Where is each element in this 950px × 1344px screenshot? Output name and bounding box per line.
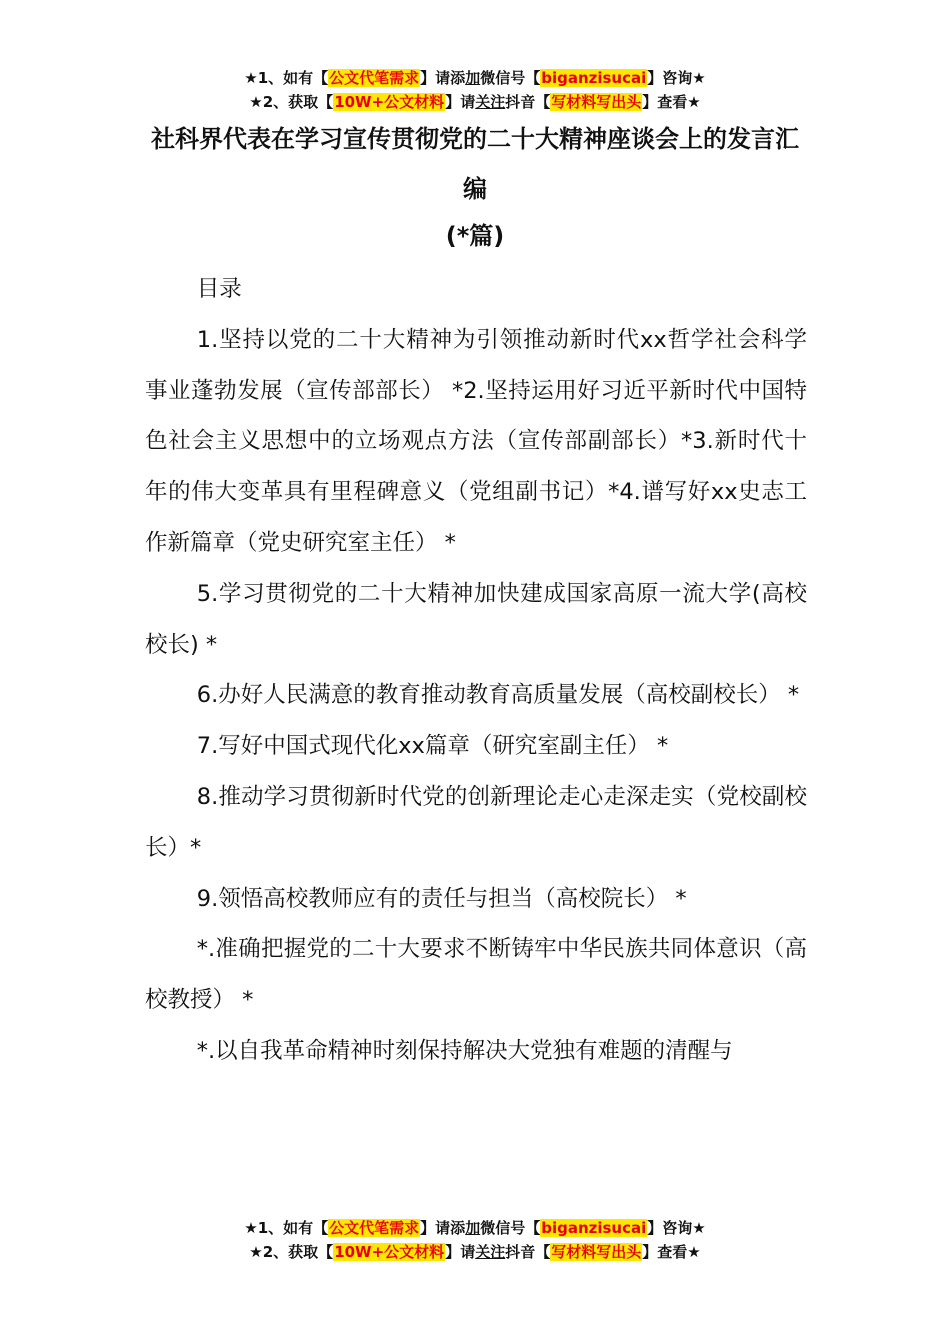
document-title: 社科界代表在学习宣传贯彻党的二十大精神座谈会上的发言汇编 bbox=[151, 125, 799, 203]
banner-text: 抖音【 bbox=[505, 1243, 551, 1261]
header-banner bbox=[0, 66, 950, 114]
banner-text: 】请添 bbox=[420, 1219, 466, 1237]
banner-highlight: 10W+公文材料 bbox=[334, 1243, 445, 1261]
banner-text: 微信号【 bbox=[480, 1219, 541, 1237]
banner-underlined: 加 bbox=[465, 69, 481, 87]
banner-text: 】查看★ bbox=[642, 93, 701, 111]
toc-item: 1.坚持以党的二十大精神为引领推动新时代xx哲学社会科学事业蓬勃发展（宣传部部长） *2.坚持运用好习近平新时代中国特色社会主义思想中的立场观点方法（宣传部副部长）*3.新时代十年的伟大变革具有里程碑意义（党组副书记）*4.谱写好xx史志工作新篇章（党史研究室主任） * bbox=[145, 326, 807, 556]
toc-item: 6.办好人民满意的教育推动教育高质量发展（高校副校长） * bbox=[196, 682, 800, 709]
toc-item: *.准确把握党的二十大要求不断铸牢中华民族共同体意识（高校教授） * bbox=[145, 936, 807, 1014]
banner-douyin-id: 写材料写出头 bbox=[551, 93, 642, 111]
footer-banner bbox=[0, 1216, 950, 1264]
banner-text: 】请添 bbox=[420, 69, 466, 87]
banner-text: 微信号【 bbox=[480, 69, 541, 87]
banner-text: 】咨询★ bbox=[647, 1219, 706, 1237]
banner-text: ★1、如有【 bbox=[244, 69, 329, 87]
banner-text: ★1、如有【 bbox=[244, 1219, 329, 1237]
toc-item: 8.推动学习贯彻新时代党的创新理论走心走深走实（党校副校长）* bbox=[145, 783, 807, 861]
banner-line-2 bbox=[0, 90, 950, 114]
banner-line-1 bbox=[0, 1216, 950, 1240]
banner-line-1 bbox=[0, 66, 950, 90]
banner-highlight: 公文代笔需求 bbox=[329, 69, 420, 87]
toc-item: 9.领悟高校教师应有的责任与担当（高校院长） * bbox=[196, 885, 687, 912]
document-subtitle: (*篇) bbox=[445, 222, 505, 250]
toc-item: 7.写好中国式现代化xx篇章（研究室副主任） * bbox=[196, 733, 669, 760]
banner-text: 】请 bbox=[445, 93, 476, 111]
banner-underlined: 加 bbox=[465, 1219, 481, 1237]
banner-text: 】查看★ bbox=[642, 1243, 701, 1261]
banner-wechat-id: biganzisucai bbox=[541, 1219, 647, 1237]
banner-douyin-id: 写材料写出头 bbox=[551, 1243, 642, 1261]
toc-item: *.以自我革命精神时刻保持解决大党独有难题的清醒与 bbox=[196, 1037, 733, 1064]
banner-text: 抖音【 bbox=[505, 93, 551, 111]
banner-text: 】请 bbox=[445, 1243, 476, 1261]
banner-underlined: 关注 bbox=[475, 93, 506, 111]
banner-underlined: 关注 bbox=[475, 1243, 506, 1261]
toc-item: 5.学习贯彻党的二十大精神加快建成国家高原一流大学(高校校长) * bbox=[145, 580, 807, 658]
banner-text: ★2、获取【 bbox=[249, 1243, 334, 1261]
banner-highlight: 10W+公文材料 bbox=[334, 93, 445, 111]
toc-heading: 目录 bbox=[196, 276, 242, 302]
banner-highlight: 公文代笔需求 bbox=[329, 1219, 420, 1237]
banner-text: ★2、获取【 bbox=[249, 93, 334, 111]
document-body bbox=[145, 264, 807, 1077]
banner-wechat-id: biganzisucai bbox=[541, 69, 647, 87]
banner-text: 】咨询★ bbox=[647, 69, 706, 87]
banner-line-2 bbox=[0, 1240, 950, 1264]
